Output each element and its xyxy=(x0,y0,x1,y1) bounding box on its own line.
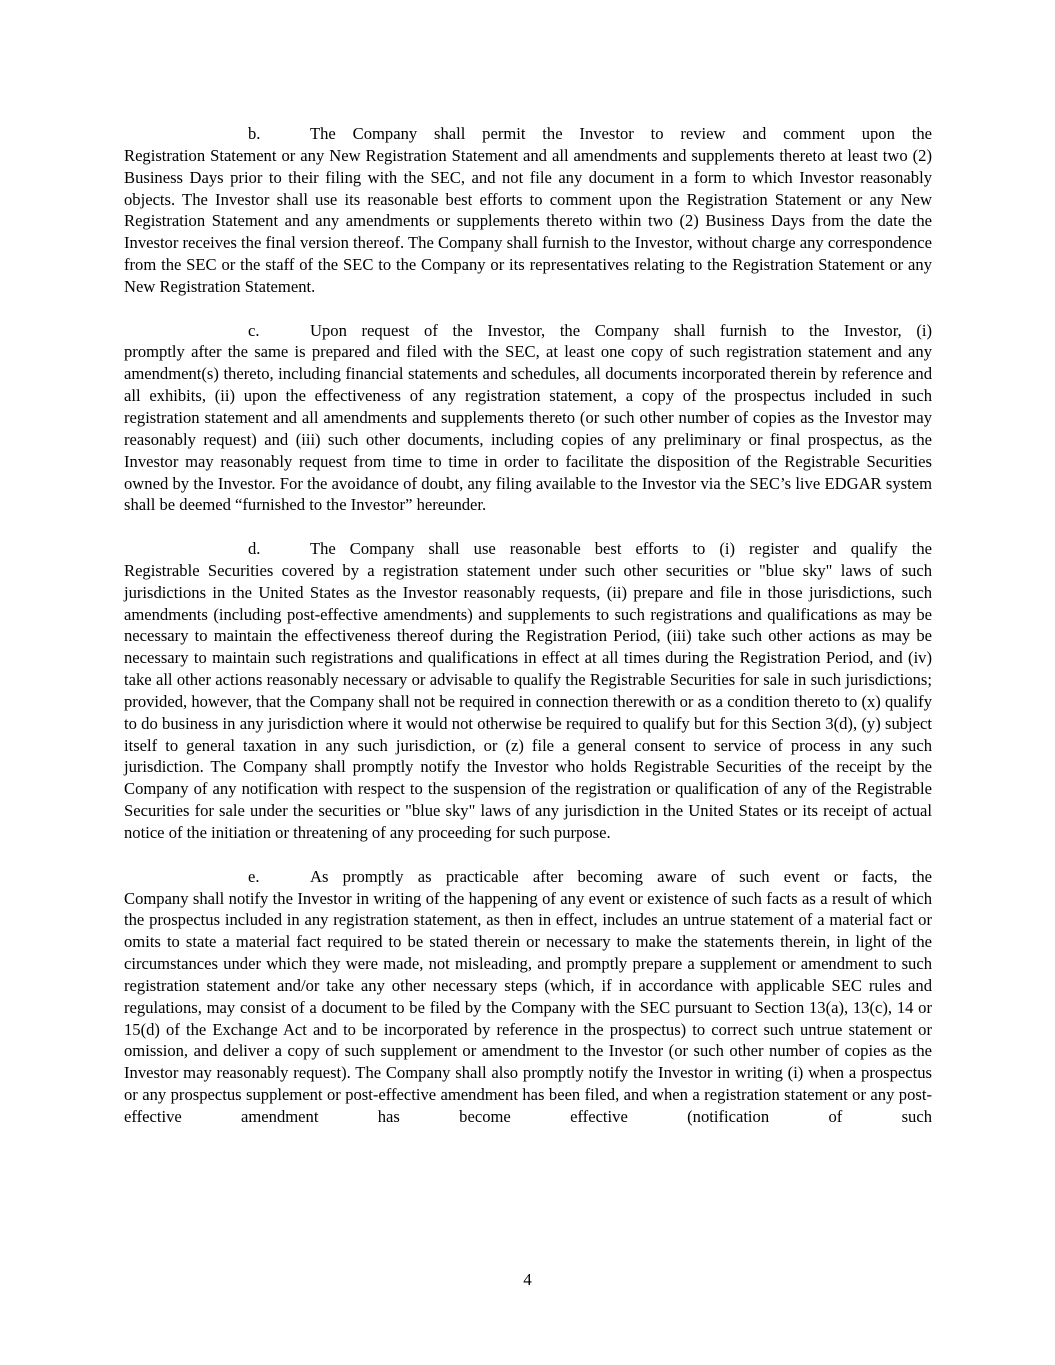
paragraph-text: Registrable Securities covered by a registration statement under such other securities or "blue sky" laws of such jurisdictions in the United States as the Investor reasonably requests, (ii) prepare and file in those jurisdictions, such amendments (including post-effective amendments) and supplements to such registrations and qualifications as may be necessary to maintain the effectiveness thereof during the Registration Period, (iii) take such other actions as may be necessary to maintain such registrations and qualifications in effect at all times during the Registration Period, and (iv) take all other actions reasonably necessary or advisable to qualify the Registrable Securities for sale in such jurisdictions; provided, however, that the Company shall not be required in connection therewith or as a condition thereto to (x) qualify to do business in any jurisdiction where it would not otherwise be required to qualify but for this Section 3(d), (y) subject itself to general taxation in any such jurisdiction, or (z) file a general consent to service of process in any such jurisdiction. The Company shall promptly notify the Investor who holds Registrable Securities of the receipt by the Company of any notification with respect to the suspension of the registration or qualification of any of the Registrable Securities for sale under the securities or "blue sky" laws of any jurisdiction in the United States or its receipt of actual notice of the initiation or threatening of any proceeding for such purpose. xyxy=(124,560,932,842)
paragraph-first-line-text: The Company shall permit the Investor to review and comment upon the xyxy=(310,124,932,143)
paragraph-first-line-text: Upon request of the Investor, the Company shall furnish to the Investor, (i) xyxy=(310,320,932,340)
page-number: 4 xyxy=(523,1270,532,1289)
paragraph-e xyxy=(124,866,932,1128)
paragraph-first-line-text: The Company shall use reasonable best efforts to (i) register and qualify the xyxy=(310,539,932,559)
paragraph-first-line-text: As promptly as practicable after becoming aware of such event or facts, the xyxy=(310,866,932,886)
paragraph-first-line xyxy=(124,320,932,342)
paragraph-label: d. xyxy=(248,539,261,559)
paragraph-text: Company shall notify the Investor in writing of the happening of any event or existence of such facts as a result of which the prospectus included in any registration statement, as then in effect, includes an untrue statement of a material fact or omits to state a material fact required to be stated therein or necessary to make the statements therein, in light of the circumstances under which they were made, not misleading, and promptly prepare a supplement or amendment to such registration statement and/or take any other necessary steps (which, if in accordance with applicable SEC rules and regulations, may consist of a document to be filed by the Company with the SEC pursuant to Section 13(a), 13(c), 14 or 15(d) of the Exchange Act and to be incorporated by reference in the prospectus) to correct such untrue statement or omission, and deliver a copy of such supplement or amendment to the Investor (or such other number of copies as the Investor may reasonably request). The Company shall also promptly notify the Investor in writing (i) when a prospectus or any prospectus supplement or post-effective amendment has been filed, and when a registration statement or any post-effective amendment has become effective (notification of such xyxy=(124,888,932,1126)
paragraph-label: c. xyxy=(248,320,260,340)
paragraph-label: b. xyxy=(248,124,261,143)
paragraph-first-line xyxy=(124,538,932,560)
paragraph-b xyxy=(124,123,932,298)
paragraph-first-line xyxy=(124,123,932,145)
paragraph-d xyxy=(124,538,932,844)
document-body xyxy=(124,123,932,1128)
paragraph-text: promptly after the same is prepared and filed with the SEC, at least one copy of such registration statement and any amendment(s) thereto, including financial statements and schedules, all documents incorporated therein by reference and all exhibits, (ii) upon the effectiveness of any registration statement, a copy of the prospectus included in such registration statement and all amendments and supplements thereto (or such other number of copies as the Investor may reasonably request) and (iii) such other documents, including copies of any preliminary or final prospectus, as the Investor may reasonably request from time to time in order to facilitate the disposition of the Registrable Securities owned by the Investor. For the avoidance of doubt, any filing available to the Investor via the SEC’s live EDGAR system shall be deemed “furnished to the Investor” hereunder. xyxy=(124,342,932,515)
paragraph-text: Registration Statement or any New Registration Statement and all amendments and supplements thereto at least two (2) Business Days prior to their filing with the SEC, and not file any document in a form to which Investor reasonably objects. The Investor shall use its reasonable best efforts to comment upon the Registration Statement or any New Registration Statement and any amendments or supplements thereto within two (2) Business Days from the date the Investor receives the final version thereof. The Company shall furnish to the Investor, without charge any correspondence from the SEC or the staff of the SEC to the Company or its representatives relating to the Registration Statement or any New Registration Statement. xyxy=(124,145,932,296)
paragraph-label: e. xyxy=(248,866,260,886)
paragraph-first-line xyxy=(124,866,932,888)
paragraph-c xyxy=(124,320,932,517)
